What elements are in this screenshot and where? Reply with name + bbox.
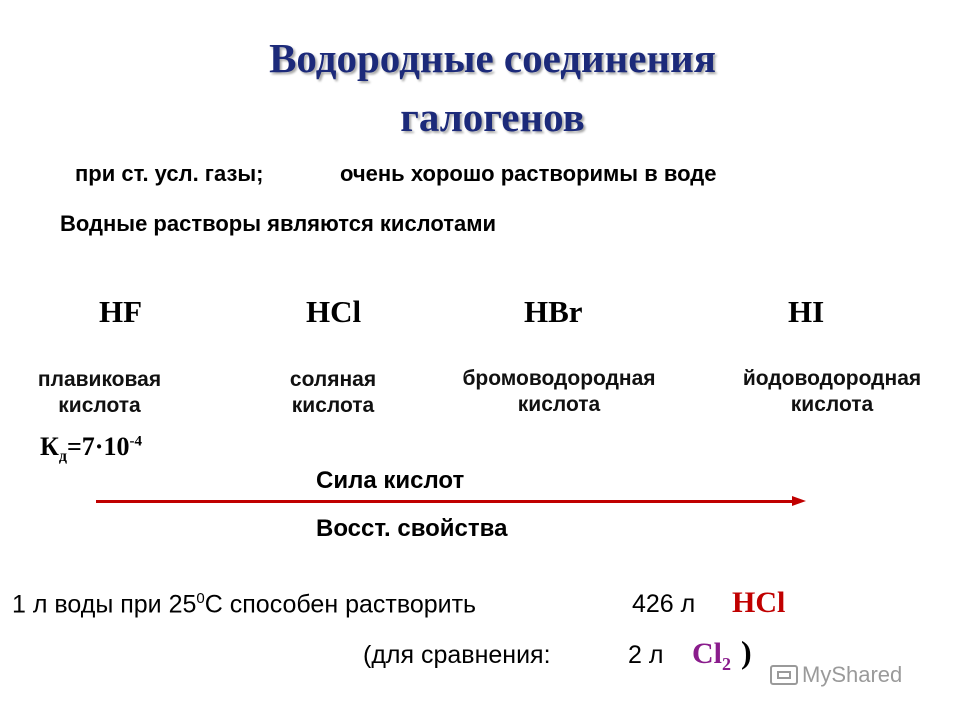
formula-hi: HI: [788, 294, 825, 329]
name-hbr-line2: кислота: [517, 393, 601, 416]
name-hf: [12, 367, 187, 419]
kd-symbol: К: [40, 432, 59, 461]
cl2-formula-text: Cl: [692, 637, 722, 670]
solubility-note-text2: С способен растворить: [204, 590, 477, 619]
dissociation-constant: [40, 432, 142, 466]
watermark-text: MyShared: [802, 662, 903, 687]
state-text: при ст. усл. газы;: [75, 161, 264, 186]
kd-exp: -4: [129, 433, 142, 450]
solubility-text: очень хорошо растворимы в воде: [340, 161, 717, 186]
name-hi-line1: йодоводородная: [742, 367, 922, 390]
solubility-note: [12, 590, 476, 619]
solubility-amount: 426 л: [632, 590, 696, 618]
name-hcl: [268, 367, 398, 419]
comparison-amount: 2 л: [628, 641, 664, 669]
acidic-text: Водные растворы являются кислотами: [60, 211, 497, 236]
trend-arrow-head: [792, 496, 806, 506]
name-hcl-line2: кислота: [291, 394, 375, 417]
hcl-formula-red: HCl: [732, 586, 786, 619]
name-hi: [712, 366, 952, 418]
name-hf-line2: кислота: [58, 394, 141, 417]
name-hf-line1: плавиковая: [37, 368, 162, 391]
cl2-formula: [692, 637, 731, 675]
comparison-close: ): [741, 634, 752, 670]
title-line-2: галогенов: [400, 94, 585, 140]
name-hbr-line1: бромоводородная: [462, 367, 656, 390]
presentation-icon: [770, 665, 798, 685]
name-hi-line2: кислота: [790, 393, 874, 416]
watermark: [770, 662, 902, 688]
kd-sub: д: [58, 448, 67, 466]
kd-value: =7·10: [66, 432, 130, 461]
name-hbr: [430, 366, 688, 418]
cl2-sub: 2: [722, 654, 731, 674]
reducing-label: Восст. свойства: [316, 515, 508, 542]
acid-strength-label: Сила кислот: [316, 467, 465, 494]
degree-sup: 0: [196, 590, 205, 607]
formula-hcl: HCl: [306, 294, 362, 329]
title-line-1: Водородные соединения: [269, 35, 716, 81]
comparison-open: (для сравнения:: [363, 641, 551, 669]
solubility-note-text: 1 л воды при 25: [12, 590, 197, 619]
name-hcl-line1: соляная: [289, 368, 377, 391]
formula-hbr: HBr: [524, 294, 583, 329]
formula-hf: HF: [99, 294, 143, 329]
trend-arrow: [96, 500, 794, 503]
